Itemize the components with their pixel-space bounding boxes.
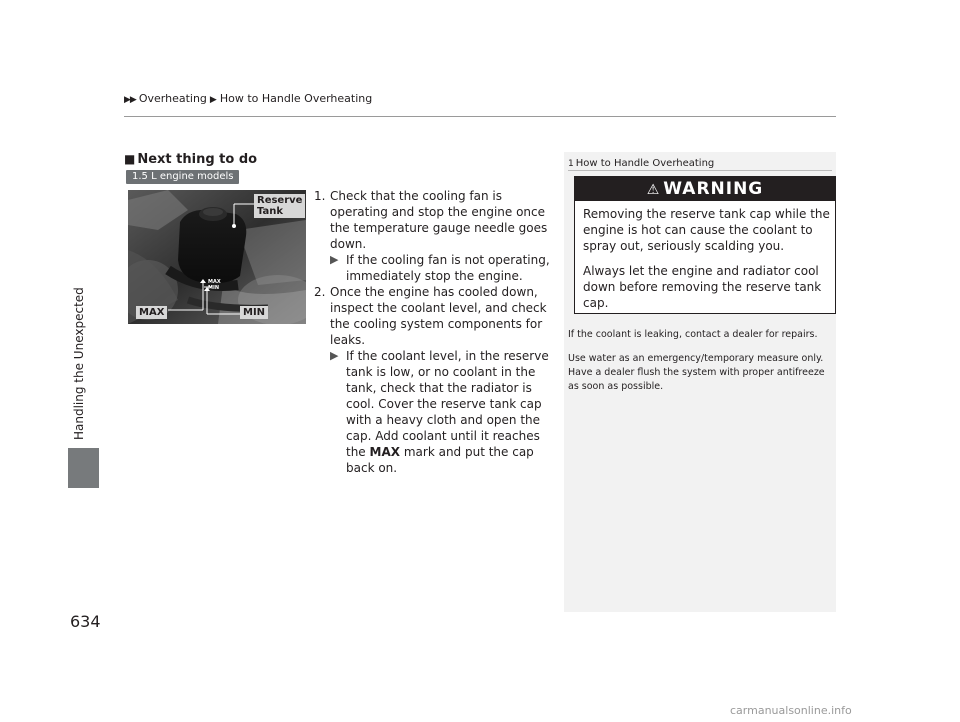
step-1-substep: [314, 252, 558, 284]
warning-triangle-icon: ⚠: [646, 182, 661, 198]
note-marker-icon: 1: [568, 159, 574, 169]
step-number: 2.: [314, 285, 326, 299]
engine-model-badge: 1.5 L engine models: [126, 170, 239, 184]
note-paragraph-2: Use water as an emergency/temporary measure only. Have a dealer flush the system with proper antifreeze as soon as possible.: [568, 353, 825, 392]
breadcrumb: [124, 92, 372, 105]
watermark: carmanualsonline.info: [730, 704, 852, 717]
step-1: [314, 188, 558, 252]
breadcrumb-item-overheating[interactable]: Overheating: [138, 92, 207, 105]
note-paragraph-1: If the coolant is leaking, contact a dealer for repairs.: [568, 329, 818, 340]
step-number: 1.: [314, 189, 326, 203]
square-bullet-icon: ■: [124, 152, 136, 166]
step-text: Check that the cooling fan is operating and stop the engine once the temperature gauge needle goes down.: [330, 189, 548, 251]
min-label: MIN: [240, 306, 268, 319]
note-text: [568, 328, 832, 404]
reserve-tank-label: Reserve Tank: [254, 194, 305, 218]
substep-text: If the coolant level, in the reserve tank is low, or no coolant in the tank, check that the radiator is cool. Cover the reserve tank cap with a heavy cloth and open the cap. Add coolant until it reaches the: [346, 349, 549, 459]
chapter-label: Handling the Unexpected: [72, 287, 86, 440]
engine-bay-photo: [128, 190, 306, 324]
chapter-tab: [68, 448, 99, 488]
note-heading: 1 How to Handle Overheating: [568, 158, 715, 169]
max-mark-text: MAX: [369, 445, 401, 459]
steps-list: [314, 188, 558, 476]
step-2-substep: [314, 348, 558, 476]
note-heading-divider: [568, 170, 832, 171]
header-divider: [124, 116, 836, 117]
breadcrumb-item-how-to-handle[interactable]: How to Handle Overheating: [219, 92, 373, 105]
warning-title: ⚠ WARNING: [575, 177, 835, 201]
triangle-icon: ▶: [209, 95, 217, 105]
warning-paragraph-1: Removing the reserve tank cap while the engine is hot can cause the coolant to spray out, seriously scalding you.: [583, 207, 830, 253]
substep-text-end: mark and put the cap back on.: [346, 445, 534, 475]
warning-paragraph-2: Always let the engine and radiator cool down before removing the reserve tank cap.: [583, 264, 822, 310]
max-label: MAX: [136, 306, 167, 319]
page-number: 634: [70, 612, 101, 631]
tank-mark-text: MAX MIN: [208, 279, 221, 291]
step-2: [314, 284, 558, 348]
substep-text: If the cooling fan is not operating, immediately stop the engine.: [346, 253, 550, 283]
arrow-right-icon: ▶: [330, 349, 339, 362]
warning-text: [583, 206, 831, 320]
step-text: Once the engine has cooled down, inspect the coolant level, and check the cooling system components for leaks.: [330, 285, 547, 347]
section-heading: ■ Next thing to do: [124, 152, 258, 167]
double-triangle-icon: ▶▶: [124, 95, 136, 105]
arrow-right-icon: ▶: [330, 253, 339, 266]
warning-box: [574, 176, 836, 314]
